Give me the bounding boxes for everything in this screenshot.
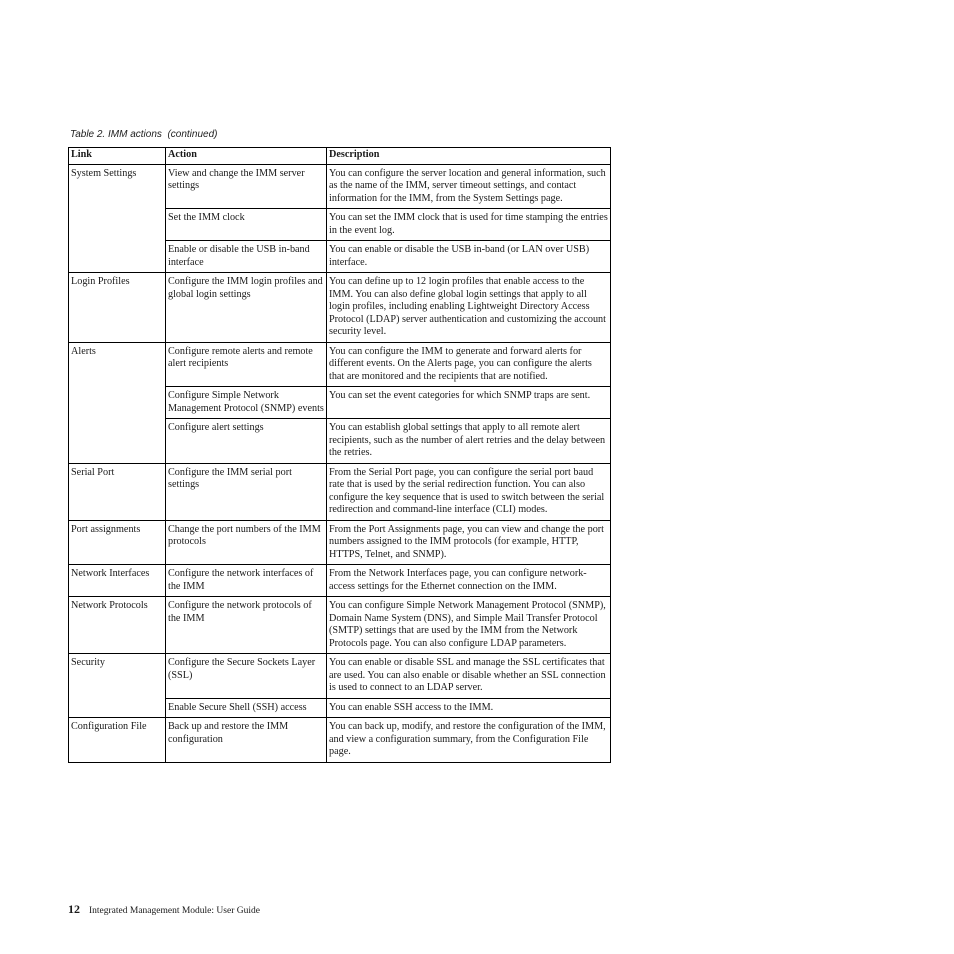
action-cell: Configure alert settings bbox=[166, 419, 327, 464]
link-cell: Network Interfaces bbox=[69, 565, 166, 597]
table-row bbox=[69, 597, 611, 654]
description-cell: You can configure the server location and general information, such as the name of the IMM, server timeout settings, and contact information for the IMM, from the System Settings page. bbox=[327, 164, 611, 209]
table-row bbox=[69, 273, 611, 343]
action-cell: View and change the IMM server settings bbox=[166, 164, 327, 209]
description-cell: You can enable or disable SSL and manage the SSL certificates that are used. You can also enable or disable whether an SSL connection is used to connect to an LDAP server. bbox=[327, 654, 611, 699]
action-cell: Enable Secure Shell (SSH) access bbox=[166, 698, 327, 718]
header-description: Description bbox=[327, 148, 611, 165]
link-cell: Configuration File bbox=[69, 718, 166, 763]
table-row bbox=[69, 520, 611, 565]
table-header-row bbox=[69, 148, 611, 165]
table-row bbox=[69, 718, 611, 763]
link-cell: Login Profiles bbox=[69, 273, 166, 343]
action-cell: Configure the Secure Sockets Layer (SSL) bbox=[166, 654, 327, 699]
link-cell: Alerts bbox=[69, 342, 166, 463]
action-cell: Configure the IMM login profiles and global login settings bbox=[166, 273, 327, 343]
link-cell: Security bbox=[69, 654, 166, 718]
page-footer bbox=[68, 902, 260, 917]
link-cell: System Settings bbox=[69, 164, 166, 273]
imm-actions-table bbox=[68, 147, 611, 763]
description-cell: From the Network Interfaces page, you can configure network-access settings for the Ethernet connection on the IMM. bbox=[327, 565, 611, 597]
table-caption: Table 2. IMM actions (continued) bbox=[70, 129, 218, 140]
header-link: Link bbox=[69, 148, 166, 165]
table-row bbox=[69, 463, 611, 520]
link-cell: Port assignments bbox=[69, 520, 166, 565]
page-number: 12 bbox=[68, 902, 80, 916]
action-cell: Configure the network interfaces of the IMM bbox=[166, 565, 327, 597]
description-cell: You can define up to 12 login profiles that enable access to the IMM. You can also define global login settings that apply to all login profiles, including enabling Lightweight Directory Access Protocol (LDAP) server authentication and customizing the account security level. bbox=[327, 273, 611, 343]
description-cell: From the Port Assignments page, you can view and change the port numbers assigned to the IMM protocols (for example, HTTP, HTTPS, Telnet, and SNMP). bbox=[327, 520, 611, 565]
description-cell: You can configure Simple Network Management Protocol (SNMP), Domain Name System (DNS), and Simple Mail Transfer Protocol (SMTP) settings that are used by the IMM from the Network Protocols page. You can also configure LDAP parameters. bbox=[327, 597, 611, 654]
header-action: Action bbox=[166, 148, 327, 165]
table-row bbox=[69, 654, 611, 699]
action-cell: Configure the IMM serial port settings bbox=[166, 463, 327, 520]
action-cell: Configure remote alerts and remote alert recipients bbox=[166, 342, 327, 387]
description-cell: You can establish global settings that apply to all remote alert recipients, such as the number of alert retries and the delay between the retries. bbox=[327, 419, 611, 464]
table-row bbox=[69, 565, 611, 597]
action-cell: Set the IMM clock bbox=[166, 209, 327, 241]
action-cell: Back up and restore the IMM configuration bbox=[166, 718, 327, 763]
description-cell: From the Serial Port page, you can configure the serial port baud rate that is used by the serial redirection function. You can also configure the key sequence that is used to switch between the serial redirection and command-line interface (CLI) modes. bbox=[327, 463, 611, 520]
action-cell: Configure the network protocols of the IMM bbox=[166, 597, 327, 654]
description-cell: You can enable SSH access to the IMM. bbox=[327, 698, 611, 718]
table-row bbox=[69, 164, 611, 209]
description-cell: You can back up, modify, and restore the configuration of the IMM, and view a configuration summary, from the Configuration File page. bbox=[327, 718, 611, 763]
description-cell: You can set the event categories for which SNMP traps are sent. bbox=[327, 387, 611, 419]
description-cell: You can configure the IMM to generate and forward alerts for different events. On the Alerts page, you can configure the alerts that are monitored and the recipients that are notified. bbox=[327, 342, 611, 387]
action-cell: Enable or disable the USB in-band interface bbox=[166, 241, 327, 273]
action-cell: Change the port numbers of the IMM protocols bbox=[166, 520, 327, 565]
link-cell: Network Protocols bbox=[69, 597, 166, 654]
description-cell: You can set the IMM clock that is used for time stamping the entries in the event log. bbox=[327, 209, 611, 241]
book-title: Integrated Management Module: User Guide bbox=[89, 906, 260, 916]
action-cell: Configure Simple Network Management Protocol (SNMP) events bbox=[166, 387, 327, 419]
link-cell: Serial Port bbox=[69, 463, 166, 520]
description-cell: You can enable or disable the USB in-band (or LAN over USB) interface. bbox=[327, 241, 611, 273]
table-row bbox=[69, 342, 611, 387]
